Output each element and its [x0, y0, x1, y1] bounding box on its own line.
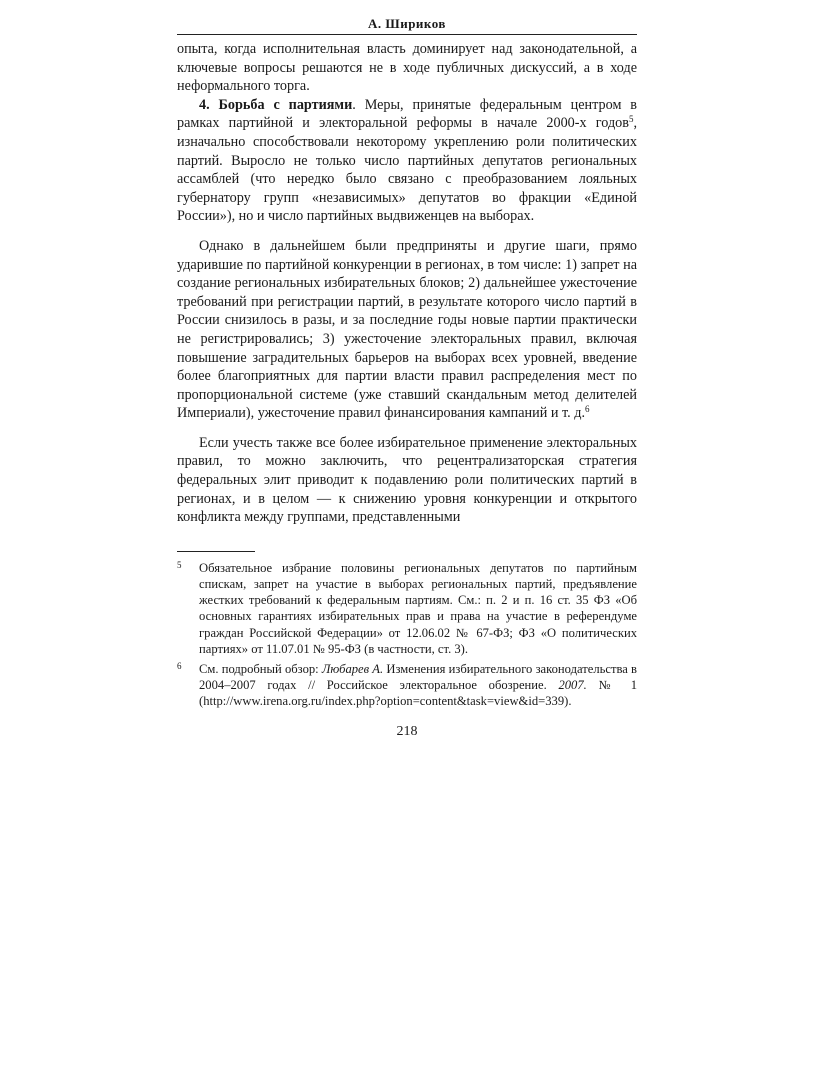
paragraph-text: Однако в дальнейшем были предприняты и другие шаги, прямо ударившие по партийной конкуренции в регионах, в том числе: 1) запрет на создание региональных избирательных блоков; 2) дальнейшее ужесточение требований при регистрации партий, в результате которого число партий в России снизилось в разы, и за последние годы новые партии практически не регистрировались; 3) ужесточение электоральных правил, включая повышение заградительных барьеров на выборах всех уровней, введение более благоприятных для партии власти правил распределения мест по пропорциональной системе (уже ставший скандальным метод делителей Империали), ужесточение правил финансирования кампаний и т. д.: [177, 237, 637, 422]
footnote-author: Любарев А.: [321, 662, 384, 677]
footnote-year: 2007.: [558, 678, 587, 693]
paragraph-text: . Меры, принятые федеральным центром в рамках партийной и электоральной реформы в начале 2000-х годов: [177, 96, 638, 132]
header-rule: [177, 34, 637, 35]
section-heading-inline: 4. Борьба с партиями: [199, 96, 353, 113]
paragraph-text: Если учесть также все более избирательное применение электоральных правил, то можно заключить, что рецентрализаторская стратегия федеральных элит приводит к подавлению роли политических партий в регионах, и в целом — к снижению уровня конкуренции и открытого конфликта между группами, представленными: [177, 434, 637, 526]
footnote-text: Обязательное избрание половины региональных депутатов по партийным спискам, запрет на участие в выборах региональных партий, предъявление жестких требований к федеральным партиям. См.: п. 2 и п. 16 ст. 35 ФЗ «Об основных гарантиях избирательных прав и права на участие в референдуме граждан Российской Федерации» от 12.06.02 № 67-ФЗ; ФЗ «О политических партиях» от 11.07.01 № 95-ФЗ (в частности, ст. 3).: [199, 560, 637, 656]
paragraph-continuation: [177, 40, 637, 96]
footnotes: [177, 560, 637, 710]
footnote-mark: 6: [177, 661, 182, 672]
footnote-ref-5[interactable]: 5: [628, 114, 634, 125]
footnote-6: [177, 661, 637, 710]
running-head: А. Шириков: [368, 16, 446, 31]
paragraph-further-steps: [177, 237, 637, 423]
paragraph-party-struggle: [177, 96, 637, 226]
main-text: [177, 40, 637, 527]
footnote-ref-6[interactable]: 6: [585, 404, 590, 415]
footnote-mark: 5: [177, 559, 182, 570]
footnote-link-text[interactable]: № 1 (http://www.irena.org.ru/index.php?option=content&task=view&id=339).: [199, 678, 637, 709]
footnote-rule: [177, 551, 255, 552]
footnote-5: [177, 560, 637, 657]
paragraph-text: опыта, когда исполнительная власть доминирует над законодательной, а ключевые вопросы решаются не в ходе публичных дискуссий, а в ходе неформального торга.: [177, 41, 637, 95]
page-number: 218: [396, 723, 418, 739]
paragraph-text: , изначально способствовали некоторому укреплению роли политических партий. Выросло не только число партийных депутатов региональных ассамблей (что нередко было связано с преобразованием лояльных губернатору групп «независимых» депутатов во фракции «Единой России»), но и число партийных выдвиженцев на выборах.: [177, 115, 637, 225]
paragraph-conclusion: [177, 434, 637, 527]
footnote-text: См. подробный обзор:: [199, 662, 322, 677]
footnote-text: Изменения избирательного законодательства в 2004–2007 годах // Российское электоральное обозрение.: [199, 662, 637, 693]
book-page: [177, 14, 637, 740]
